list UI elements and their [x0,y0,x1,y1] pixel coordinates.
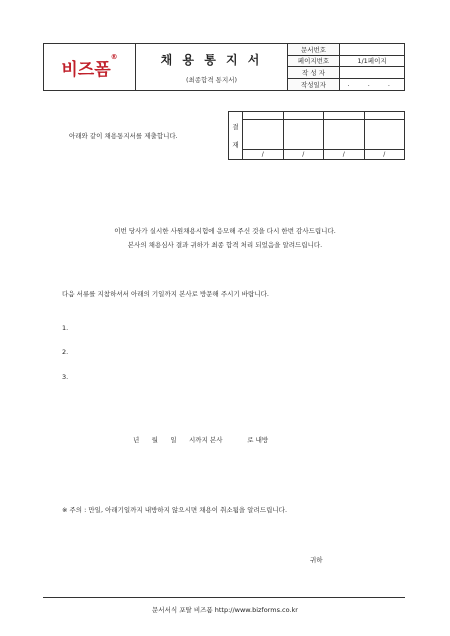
document-item-3: 3. [62,373,69,381]
logo-cell [44,44,136,90]
intro-line-2: 본사의 채용심사 결과 귀하가 최종 합격 처리 되었음을 알려드립니다. [127,241,323,249]
footer-divider [43,597,405,598]
info-value-page-number: 1/1페이지 [340,56,404,68]
document-title: 채 용 통 지 서 [160,52,263,67]
intro-line-1: 이번 당사가 실시한 사원채용시험에 응모해 주신 것을 다시 한번 감사드립니다. [114,227,336,235]
info-value-date: . . . [347,80,398,89]
signature-box [243,120,283,150]
title-cell [136,44,288,90]
info-label-page-number: 페이지번호 [288,56,340,68]
info-value-doc-number [340,44,404,56]
bizforms-logo: 비즈폼® [61,52,118,80]
signature-box [365,120,405,150]
addressee-text: 귀하 [310,556,323,564]
signature-box [284,120,324,150]
submit-statement: 아래와 같이 채용통지서를 제출합니다. [69,132,178,140]
document-info-table [288,44,404,90]
info-label-date: 작성일자 [288,79,340,91]
approval-column: / [365,112,405,159]
approval-column: / [243,112,284,159]
info-value-author [340,67,404,79]
document-item-1: 1. [62,324,69,332]
info-label-doc-number: 문서번호 [288,44,340,56]
instruction-text: 다음 서류를 지참하셔서 아래의 기일까지 본사로 방문해 주시기 바랍니다. [62,290,269,298]
footer-text: 문서서식 포탈 비즈폼 http://www.bizforms.co.kr [152,606,298,614]
approval-table [228,111,405,160]
document-item-2: 2. [62,348,69,356]
notice-text: ※ 주의 : 만일, 아래기일까지 내방하지 않으시면 채용이 취소됨을 알려드립니다. [62,506,288,514]
document-subtitle: (최종합격 통지서) [185,75,238,84]
signature-box [324,120,364,150]
approval-label: 결 재 [229,112,243,159]
approval-column: / [324,112,365,159]
visit-date-line: 년 월 일 시까지 본사 로 내방 [133,436,269,444]
info-label-author: 작 성 자 [288,67,340,79]
document-header [43,43,405,91]
approval-column: / [284,112,325,159]
